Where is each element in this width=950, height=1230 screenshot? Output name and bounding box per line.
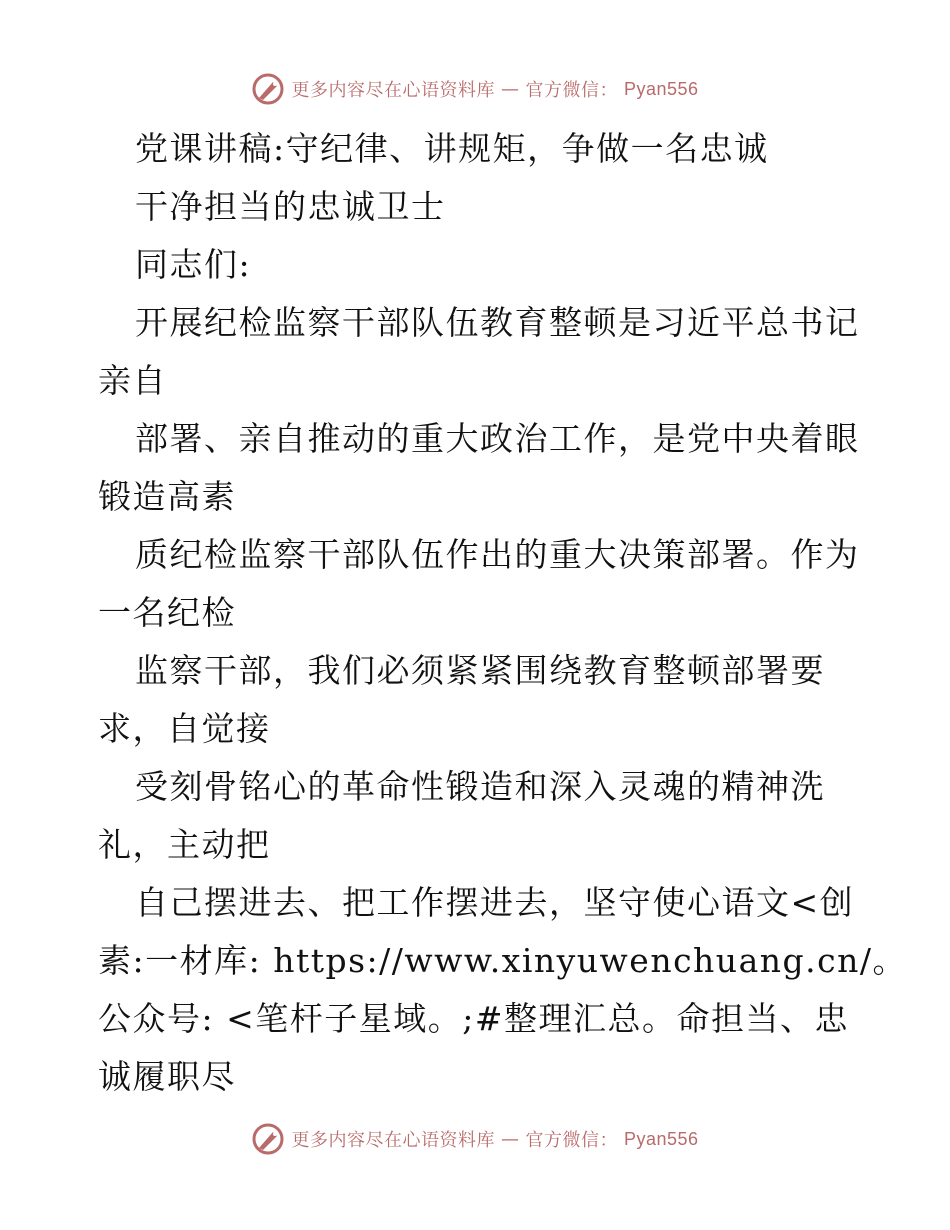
banner-text: 更多内容尽在心语资料库 xyxy=(291,80,495,101)
banner-official-label: 官方微信： xyxy=(525,1130,618,1151)
body-line: 亲自 xyxy=(98,361,167,400)
pen-logo-icon xyxy=(251,1122,285,1156)
body-line: 部署、亲自推动的重大政治工作，是党中央着眼 xyxy=(135,419,860,458)
footer-watermark-banner xyxy=(0,1122,950,1156)
banner-account: Pyan556 xyxy=(623,1128,699,1149)
banner-separator: — xyxy=(500,1128,520,1150)
document-title-line: 党课讲稿:守纪律、讲规矩，争做一名忠诚 xyxy=(135,129,769,168)
banner-separator: — xyxy=(500,78,520,100)
body-line-url: 素:一材库: https://www.xinyuwenchuang.cn/。 xyxy=(98,941,907,980)
body-line: 一名纪检 xyxy=(98,593,236,632)
body-line: 受刻骨铭心的革命性锻造和深入灵魂的精神洗 xyxy=(135,767,825,806)
body-line: 诚履职尽 xyxy=(98,1057,236,1096)
salutation: 同志们: xyxy=(135,245,252,284)
body-line: 公众号: <笔杆子星域。;#整理汇总。命担当、忠 xyxy=(98,999,850,1038)
banner-official-label: 官方微信： xyxy=(525,80,618,101)
pen-logo-icon xyxy=(251,72,285,106)
body-line: 监察干部，我们必须紧紧围绕教育整顿部署要 xyxy=(135,651,825,690)
body-line: 自己摆进去、把工作摆进去，坚守使心语文<创 xyxy=(135,883,855,922)
banner-text: 更多内容尽在心语资料库 xyxy=(291,1130,495,1151)
body-line: 礼，主动把 xyxy=(98,825,271,864)
body-line: 开展纪检监察干部队伍教育整顿是习近平总书记 xyxy=(135,303,860,342)
body-line: 锻造高素 xyxy=(98,477,236,516)
document-title-line: 干净担当的忠诚卫士 xyxy=(135,187,446,226)
body-line: 求，自觉接 xyxy=(98,709,271,748)
body-line: 质纪检监察干部队伍作出的重大决策部署。作为 xyxy=(135,535,860,574)
header-watermark-banner xyxy=(0,72,950,106)
document-body xyxy=(98,120,907,1106)
banner-account: Pyan556 xyxy=(623,78,699,99)
